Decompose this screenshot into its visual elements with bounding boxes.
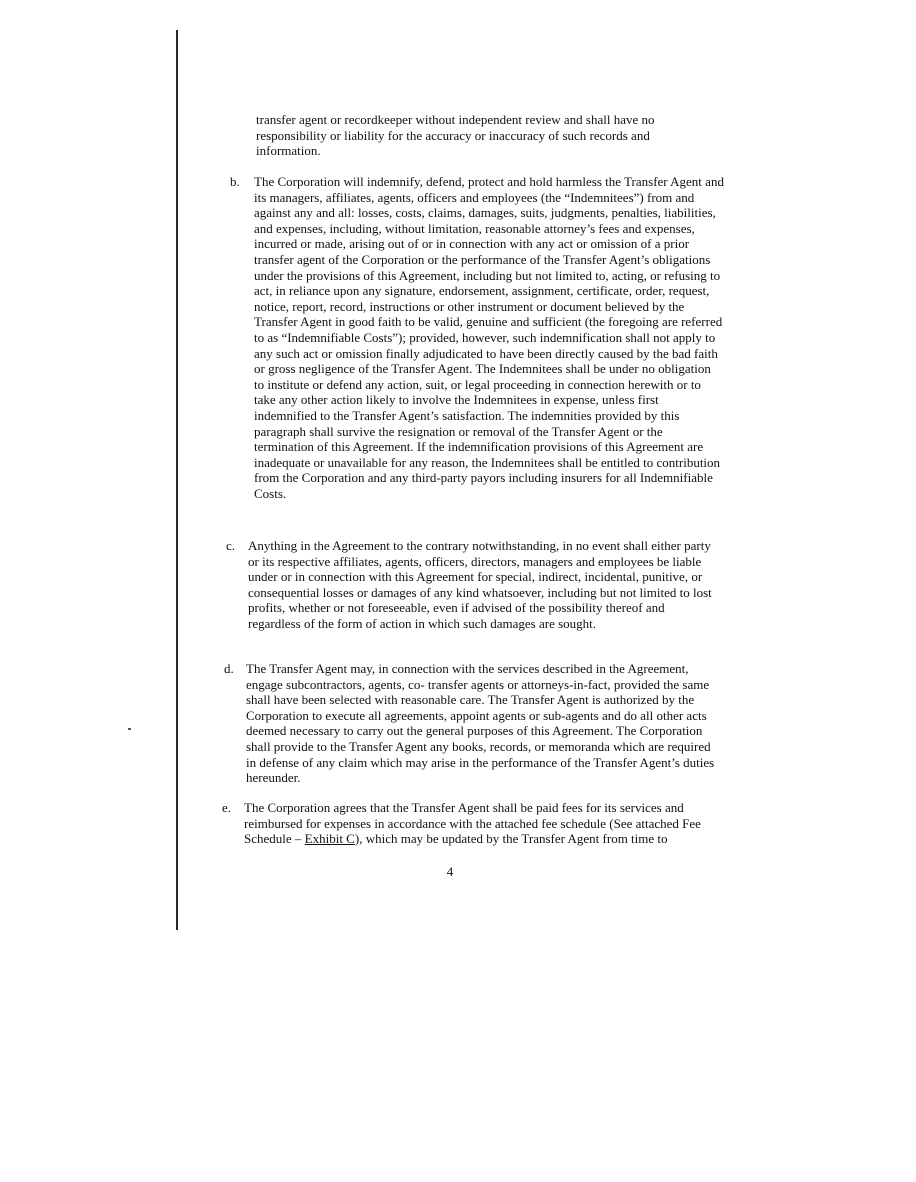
list-item-text-after: ), which may be updated by the Transfer Agent from time to bbox=[354, 831, 668, 847]
list-item-text: The Corporation will indemnify, defend, protect and hold harmless the Transfer Agent and its managers, affiliates, agents, officers and employees (the “Indemnitees”) from and against any and all: losses, costs, claims, damages, suits, judgments, penalties, liabilities, and expenses, including, without limitation, reasonable attorney’s fees and expenses, incurred or made, arising out of or in connection with any act or omission of a prior transfer agent of the Corporation or the performance of the Transfer Agent’s obligations under the provisions of this Agreement, including but not limited to, acting, or refusing to act, in reliance upon any signature, endorsement, assignment, certificate, order, request, notice, report, record, instructions or other instrument or document believed by the Transfer Agent in good faith to be valid, genuine and sufficient (the foregoing are referred to as “Indemnifiable Costs”); provided, however, such indemnification shall not apply to any such act or omission finally adjudicated to have been directly caused by the bad faith or gross negligence of the Transfer Agent. The Indemnitees shall be under no obligation to institute or defend any action, suit, or legal proceeding in connection herewith or to take any other action likely to involve the Indemnitees in expense, unless first indemnified to the Transfer Agent’s satisfaction. The indemnities provided by this paragraph shall survive the resignation or removal of the Transfer Agent or the termination of this Agreement. If the indemnification provisions of this Agreement are inadequate or unavailable for any reason, the Indemnitees shall be entitled to contribution from the Corporation and any third-party payors including insurers for all Indemnifiable Costs. bbox=[254, 174, 724, 501]
list-item-label: e. bbox=[222, 800, 232, 815]
exhibit-c-reference: Exhibit C bbox=[304, 831, 355, 847]
list-item-text: Anything in the Agreement to the contrary notwithstanding, in no event shall either party or its respective affiliates, agents, officers, directors, managers and employees be liable under or in connection with this Agreement for special, indirect, incidental, punitive, or consequential losses or damages of any kind whatsoever, including but not limited to lost profits, whether or not foreseeable, even if advised of the possibility thereof and regardless of the form of action in which such damages are sought. bbox=[248, 538, 712, 631]
continuation-paragraph: transfer agent or recordkeeper without independent review and shall have no responsibility or liability for the accuracy or inaccuracy of such records and information. bbox=[256, 112, 655, 159]
list-item-text bbox=[244, 800, 720, 847]
list-item-label: b. bbox=[230, 174, 240, 189]
list-item-text-before: The Corporation agrees that the Transfer Agent shall be paid fees for its services and reimbursed for expenses in accordance with the attached fee schedule (See attached Fee Schedule – bbox=[244, 800, 701, 847]
list-item-text: The Transfer Agent may, in connection with the services described in the Agreement, engage subcontractors, agents, co- transfer agents or attorneys-in-fact, provided the same shall have been selected with reasonable care. The Transfer Agent is authorized by the Corporation to execute all agreements, appoint agents or sub-agents and do all other acts deemed necessary to carry out the general purposes of this Agreement. The Corporation shall provide to the Transfer Agent any books, records, or memoranda which are required in defense of any claim which may arise in the performance of the Transfer Agent’s duties hereunder. bbox=[246, 661, 715, 786]
page-number: 4 bbox=[446, 864, 454, 879]
list-item-label: c. bbox=[226, 538, 236, 553]
list-item-label: d. bbox=[224, 661, 234, 676]
